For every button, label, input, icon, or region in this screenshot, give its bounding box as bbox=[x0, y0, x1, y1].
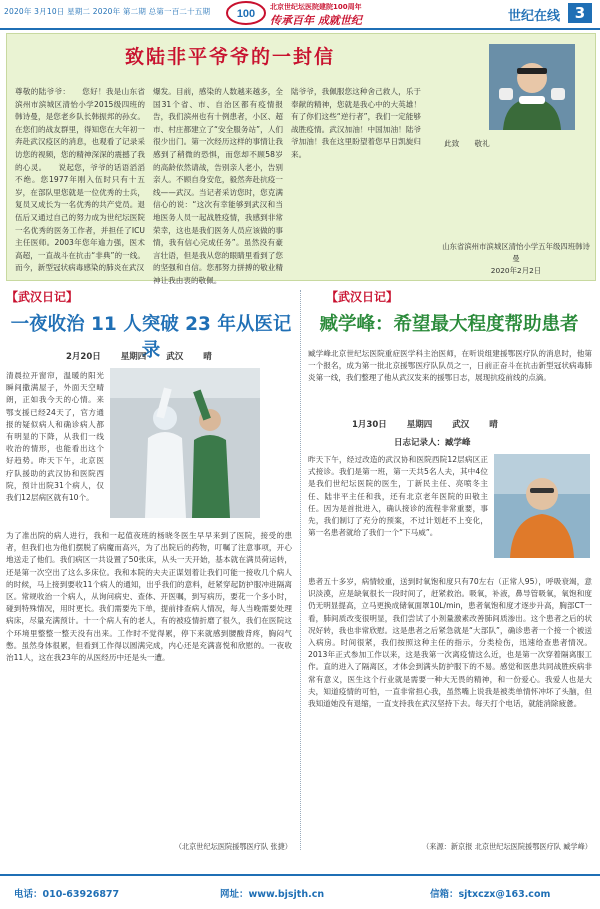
left-weekday: 星期四 bbox=[120, 352, 147, 362]
doctor-portrait-icon bbox=[494, 454, 590, 558]
left-weather: 晴 bbox=[203, 352, 212, 362]
right-body-top: 昨天下午，经过改造的武汉协和医院西院12层病区正式接诊。我们是第一班，第一天共5名人夫，其中4位是我们世纪坛医院的医生，丁新民主任、亮喷冬主任、陆非平主任和我，还有北京老年医院的田敬主任。因为是首批进入，确认接诊的流程非常重要，事先，我们制订了充分的预案，不过计划赶不上变化，第一名患者就给了我们一个“下马威”。 bbox=[308, 455, 488, 538]
logo-text: 100 bbox=[236, 8, 256, 20]
slogan-main: 传承百年 成就世纪 bbox=[270, 14, 362, 27]
letter-signature bbox=[441, 241, 591, 277]
doctor-portrait-icon bbox=[489, 44, 575, 130]
right-weekday: 星期四 bbox=[406, 420, 433, 430]
right-article bbox=[304, 288, 594, 854]
left-article bbox=[6, 288, 296, 854]
left-tag: 【武汉日记】 bbox=[6, 290, 79, 304]
right-recorder: 日志记录人：臧学峰 bbox=[394, 438, 471, 448]
right-headline: 臧学峰：希望最大程度帮助患者 bbox=[319, 314, 579, 335]
page-footer bbox=[0, 874, 600, 909]
right-body-main: 患者五十多岁，病情较重，送到时氧饱和度只有70左右（正常人95），呼吸衰竭，意识淡漠，应是缺氧很长一段时间了，赶紧救治。吸氧，补液，鼻导管吸氧，氧饱和度仍无明显提高，立马更换成储氧面罩10L/min，患者氧饱和度才逐步升高，胸部CT一看，肺间质改变很明显，我们尝试了小剂量激素改善肺间质渗出。这个患者之后的状况好转，我也非常欣慰。这是患者之后紧急就是“大部队”，确诊患者一个接一个被送入病房。时间很紧，我们按照这种主任的指示，分类检伤，迅速给查患者情况。2013年正式参加工作以来，这是我第一次离疫情这么近，也是第一次穿着隔离服工作。直的进入了隔离区，才体会到满头防护服下的不易。感觉和医患共同战胜疾病非常有意义，医生这个行业就是需要一种大无畏的精神，和一份爱心。我爱人也是大夫，知道疫情的可怕，一直非常担心我，虽然嘴上说我是被类单情怀冲坏了头脑，但我知道她没有退缩，一直支持我在武汉坚持下去。每天打个电话，就能消除疲惫。 bbox=[308, 577, 592, 709]
page-header bbox=[0, 0, 600, 28]
left-body-main: 为了准出院的病人进行，我和一起值夜班的杨晓冬医生早早来到了医院，接受的患者，但我们也为他们摆脱了病魔而高兴，为了出院后的药物，叮嘱了注意事项，开心地送走了他们。我们病区一共设置了50张床，从头一天开始，基本就在满员荷运转，还是第一次空出了这么多床位。我和本院的夫夫正谋划着让我们可能一接收几个病人的时候，马上接到要收11个病人的通知，出乎我们的意料，赶紧穿起防护服冲进隔离区。常规收治一个病人，从询问病史、查体、开医嘱，到写病历，要花一个多小时，碰到特殊情况，用时更长。我们需要先下单，提前排查病人情况，每人当晚需要处理病床，尽量充满预计。十一个病人有的老人，有的被疫情折磨了很久，我们在医院这个环境里整整一整天没有出来。工作时不觉得累，停下来就感到腰酸背疼，胸闷气憋。虽然身体很累，但看到工作得以圆满完成，内心还是充满喜悦和欣慰的。一夜收治11人，这在我23年的从医经历中还是头一遭。 bbox=[6, 531, 292, 663]
footer-phone: 电话：010-63926877 bbox=[14, 889, 120, 900]
right-intro: 臧学峰北京世纪坛医院重症医学科主治医师，在听说组建援鄂医疗队的消息时，他第一个报名，成为第一批北京援鄂医疗队队员之一，日前正奋斗在抗击新型冠状病毒肺炎第一线，我们整理了他从武汉发来的援鄂日志，展现抗疫前线的点滴。 bbox=[308, 349, 592, 383]
left-dateline bbox=[66, 350, 212, 362]
right-place: 武汉 bbox=[452, 420, 470, 430]
letter-column-3: 陆爷爷，我佩服您这种舍己救人，乐于奉献的精神，您就是我心中的大英雄！有了你们这些“逆行者”，我们一定能够战胜疫情。武汉加油！中国加油！陆爷爷加油！我在这里盼望着您早日凯旋归来。 bbox=[291, 87, 421, 159]
letter-closing: 此致 敬礼 bbox=[429, 139, 490, 148]
slogan-top: 北京世纪坛医院建院100周年 bbox=[270, 3, 362, 11]
hospital-logo-icon bbox=[226, 1, 266, 25]
signature-date: 2020年2月2日 bbox=[490, 266, 542, 275]
footer-email[interactable]: 信箱：sjtxczx@163.com bbox=[430, 889, 551, 900]
footer-website[interactable]: 网址：www.bjsjth.cn bbox=[220, 889, 325, 900]
signature-name: 山东省滨州市滨城区清怡小学五年级四班韩诗曼 bbox=[442, 242, 590, 263]
column-divider bbox=[300, 290, 301, 850]
left-headline: 一夜收治 11 人突破 23 年从医记录 bbox=[10, 314, 292, 361]
right-dateline bbox=[352, 418, 498, 430]
issue-date: 2020年 3月10日 星期二 2020年 第二期 总第一百二十五期 bbox=[4, 7, 211, 16]
page-number: 3 bbox=[568, 3, 592, 23]
left-place: 武汉 bbox=[166, 352, 184, 362]
letter-column-1: 尊敬的陆爷爷： 您好！我是山东省滨州市滨城区清怡小学2015级四班的韩诗曼，是您老乡队长韩振邦的孙女。在您们的战友群里，得知您在大年初一奔赴武汉疫区的消息，也观看了记录采访您的视频，您的精神深深的震撼了我的心灵。 说起您，爷爷的话语滔滔不绝。您1977年刚入伍时只有十五岁，在部队里您就是一位优秀的士兵，复员又成长为一名优秀的共产党员。退伍后又通过自己的努力成为世纪坛医院一名优秀的医务工作者，并担任了ICU主任医师。2003年您年逾力强，医术高超，一直战斗在抗击“非典”的一线。而今，新型冠状病毒感染的肺炎在武汉 bbox=[15, 87, 145, 273]
right-weather: 晴 bbox=[489, 420, 498, 430]
left-credit: （北京世纪坛医院援鄂医疗队 张捷） bbox=[174, 842, 292, 851]
header-divider bbox=[0, 28, 600, 30]
right-tag: 【武汉日记】 bbox=[326, 290, 399, 304]
left-body-top: 清晨拉开窗帘，温暖的阳光瞬间撒满屋子，外面天空晴朗，正如我今天的心情。来鄂支援已经24天了，官方通报的疑似病人和确诊病人都有明显的下降，从我们一线收治的情形，也能看出这个好趋势。昨天下午，北京医疗队援助的武汉协和医院西院，预计出院31个病人，仅我们12层病区就有10个。 bbox=[6, 371, 104, 503]
letter-column-2: 爆发。目前，感染的人数越来越多，全国31个省、市、自治区都有疫情报告，我们滨州也有十例患者，小区、超市、村庄都建立了“安全服务站”，人们很少出门。第一次经历这样的事情让我感到了稍微的恐惧，而您却不顾58岁的高龄依然请战，告别亲人老小，告别亲人。不顾自身安危，毅然奔赴抗疫一线——武汉。当记者采访您时，您克满信心的说：“这次有幸能够到武汉和当地医务人员一起战胜疫情，我感到非常荣幸，这也是我们医务人员应该做的事情，我有信心完成任务”。虽然没有豪言壮语，但是我从您的眼睛里看到了您的坚强和自信。您那努力拼搏的敬业精神让我由衷的敬佩。 bbox=[153, 87, 283, 285]
left-date: 2月20日 bbox=[66, 352, 101, 362]
right-date: 1月30日 bbox=[352, 420, 387, 430]
letter-section bbox=[6, 33, 596, 285]
letter-title: 致陆非平爷爷的一封信 bbox=[125, 46, 336, 68]
right-credit: （来源：新京报 北京世纪坛医院援鄂医疗队 臧学峰） bbox=[422, 842, 592, 851]
section-title: 世纪在线 bbox=[507, 9, 560, 24]
medical-team-photo-icon bbox=[110, 368, 260, 518]
